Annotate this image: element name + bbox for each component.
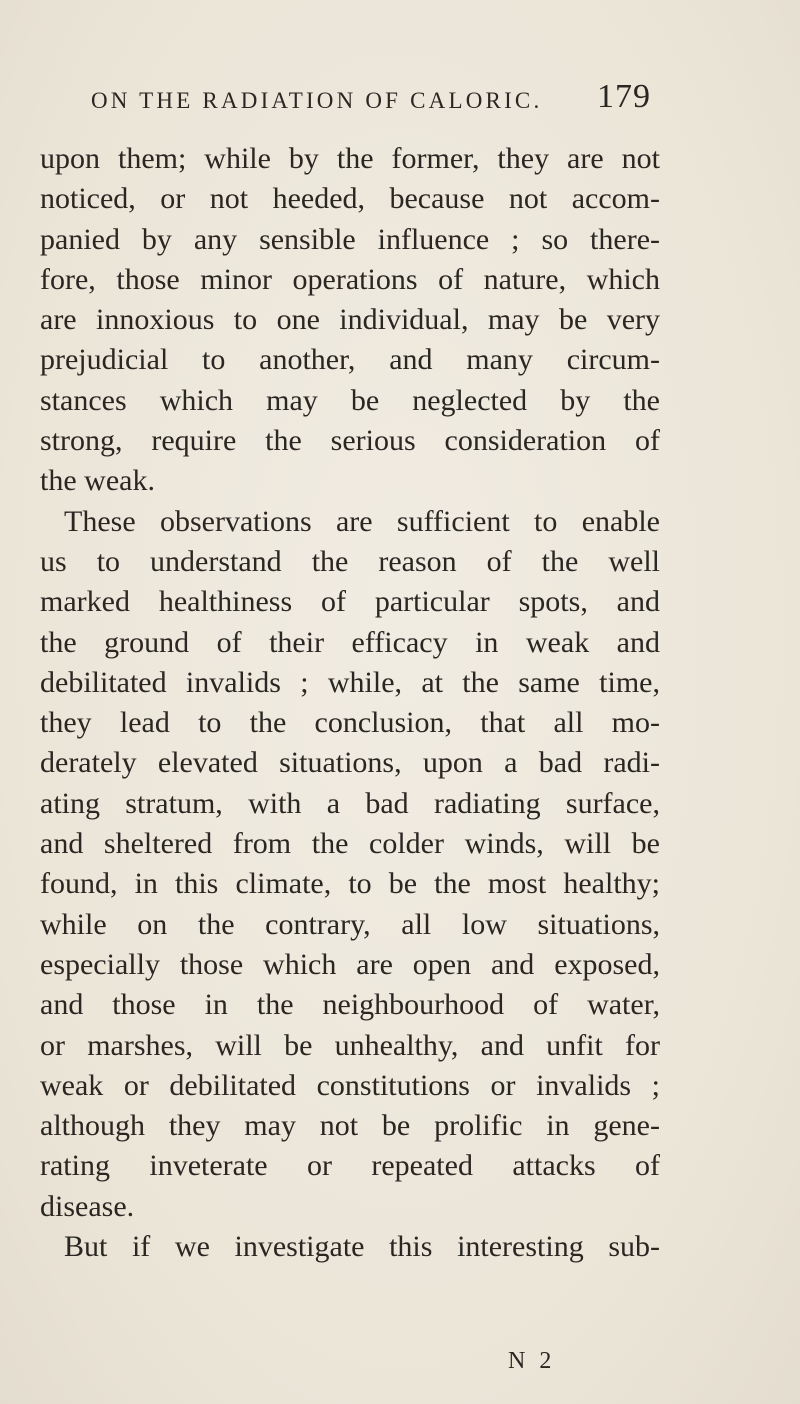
- page-number: 179: [597, 78, 651, 115]
- text-line: are innoxious to one individual, may be very: [40, 303, 660, 337]
- text-line: especially those which are open and exposed,: [40, 947, 660, 981]
- text-line: panied by any sensible influence ; so there-: [40, 222, 660, 256]
- text-line: while on the contrary, all low situations,: [40, 907, 660, 941]
- text-line: weak or debilitated constitutions or invalids ;: [40, 1068, 660, 1102]
- text-line: ating stratum, with a bad radiating surface,: [40, 786, 660, 820]
- text-line: or marshes, will be unhealthy, and unfit for: [40, 1028, 660, 1062]
- signature-mark: N 2: [508, 1348, 556, 1374]
- page-header: [0, 78, 800, 128]
- text-line: prejudicial to another, and many circum-: [40, 343, 660, 377]
- text-line: the weak.: [40, 464, 155, 498]
- text-line: rating inveterate or repeated attacks of: [40, 1149, 660, 1183]
- text-line: and those in the neighbourhood of water,: [40, 988, 660, 1022]
- text-line: stances which may be neglected by the: [40, 383, 660, 417]
- text-line: fore, those minor operations of nature, which: [40, 262, 660, 296]
- text-line: the ground of their efficacy in weak and: [40, 625, 660, 659]
- text-line: they lead to the conclusion, that all mo-: [40, 706, 660, 740]
- running-head: ON THE RADIATION OF CALORIC.: [91, 88, 543, 113]
- text-line: marked healthiness of particular spots, and: [40, 585, 660, 619]
- text-line: debilitated invalids ; while, at the same time,: [40, 665, 660, 699]
- text-line: and sheltered from the colder winds, will be: [40, 827, 660, 861]
- text-line: noticed, or not heeded, because not accom-: [40, 182, 660, 216]
- paragraph-start-line: These observations are sufficient to enable: [64, 504, 660, 538]
- text-line: found, in this climate, to be the most healthy;: [40, 867, 660, 901]
- text-line: upon them; while by the former, they are not: [40, 142, 660, 175]
- text-line: although they may not be prolific in gene-: [40, 1109, 660, 1143]
- text-line: derately elevated situations, upon a bad radi-: [40, 746, 660, 780]
- paragraph-start-line: But if we investigate this interesting sub-: [64, 1230, 660, 1264]
- body-text: [40, 139, 660, 1267]
- text-line: us to understand the reason of the well: [40, 544, 660, 578]
- text-line: strong, require the serious consideration of: [40, 424, 660, 458]
- text-line: disease.: [40, 1189, 135, 1223]
